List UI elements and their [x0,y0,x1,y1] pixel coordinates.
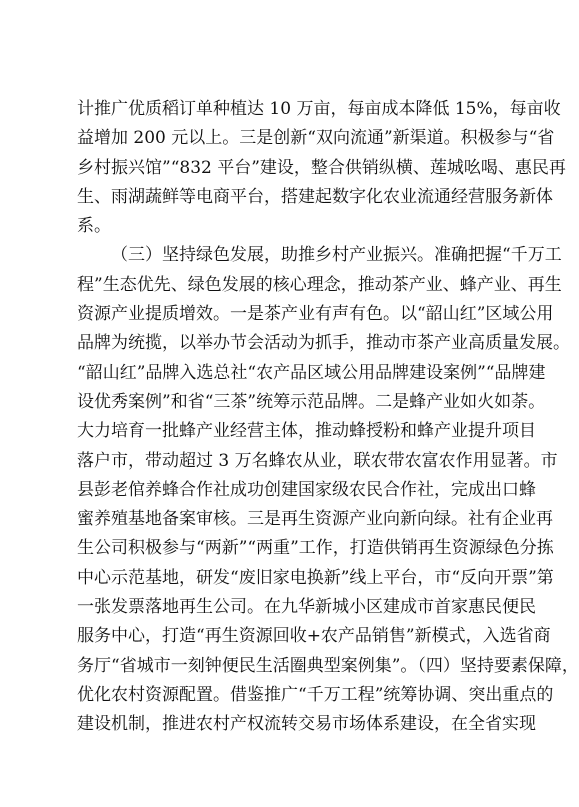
text-line: 生、雨湖蔬鲜等电商平台，搭建起数字化农业流通经营服务新体 [77,186,553,207]
text-line: 设优秀案例”和省“三茶”统筹示范品牌。二是蜂产业如火如荼。 [77,391,546,412]
text-line: 大力培育一批蜂产业经营主体，推动蜂授粉和蜂产业提升项目 [77,421,536,442]
text-line: 务厅“省城市一刻钟便民生活圈典型案例集”。（四）坚持要素保障， [77,655,579,676]
text-line: 乡村振兴馆”“832 平台”建设，整合供销纵横、莲城吆喝、惠民再 [77,157,566,178]
text-line: 优化农村资源配置。借鉴推广“千万工程”统筹协调、突出重点的 [77,684,554,705]
text-line: （三）坚持绿色发展，助推乡村产业振兴。准确把握“千万工 [111,245,562,266]
text-line: 品牌为统揽，以举办节会活动为抓手，推动市茶产业高质量发展。 [77,333,570,354]
text-line: 系。 [77,216,111,237]
body-text [77,95,579,740]
text-line: 益增加 200 元以上。三是创新“双向流通”新渠道。积极参与“省 [77,128,555,149]
text-line: 建设机制，推进农村产权流转交易市场体系建设，在全省实现 [77,714,536,735]
text-line: 县彭老倌养蜂合作社成功创建国家级农民合作社，完成出口蜂 [77,479,536,500]
text-line: 中心示范基地，研发“废旧家电换新”线上平台，市“反向开票”第 [77,567,554,588]
text-line: 资源产业提质增效。一是茶产业有声有色。以“韶山红”区域公用 [77,304,554,325]
text-line: 服务中心，打造“再生资源回收+农产品销售”新模式，入选省商 [77,626,551,647]
text-line: 生公司积极参与“两新”“两重”工作，打造供销再生资源绿色分拣 [77,538,554,559]
text-line: 计推广优质稻订单种植达 10 万亩，每亩成本降低 15%，每亩收 [77,99,561,119]
text-line: “韶山红”品牌入选总社“农产品区域公用品牌建设案例”“品牌建 [77,362,546,383]
text-line: 程”生态优先、绿色发展的核心理念，推动茶产业、蜂产业、再生 [77,274,562,295]
text-line: 蜜养殖基地备案审核。三是再生资源产业向新向绿。社有企业再 [77,509,553,530]
text-line: 一张发票落地再生公司。在九华新城小区建成市首家惠民便民 [77,597,536,618]
text-line: 落户市，带动超过 3 万名蜂农从业，联农带农富农作用显著。市 [77,450,558,471]
